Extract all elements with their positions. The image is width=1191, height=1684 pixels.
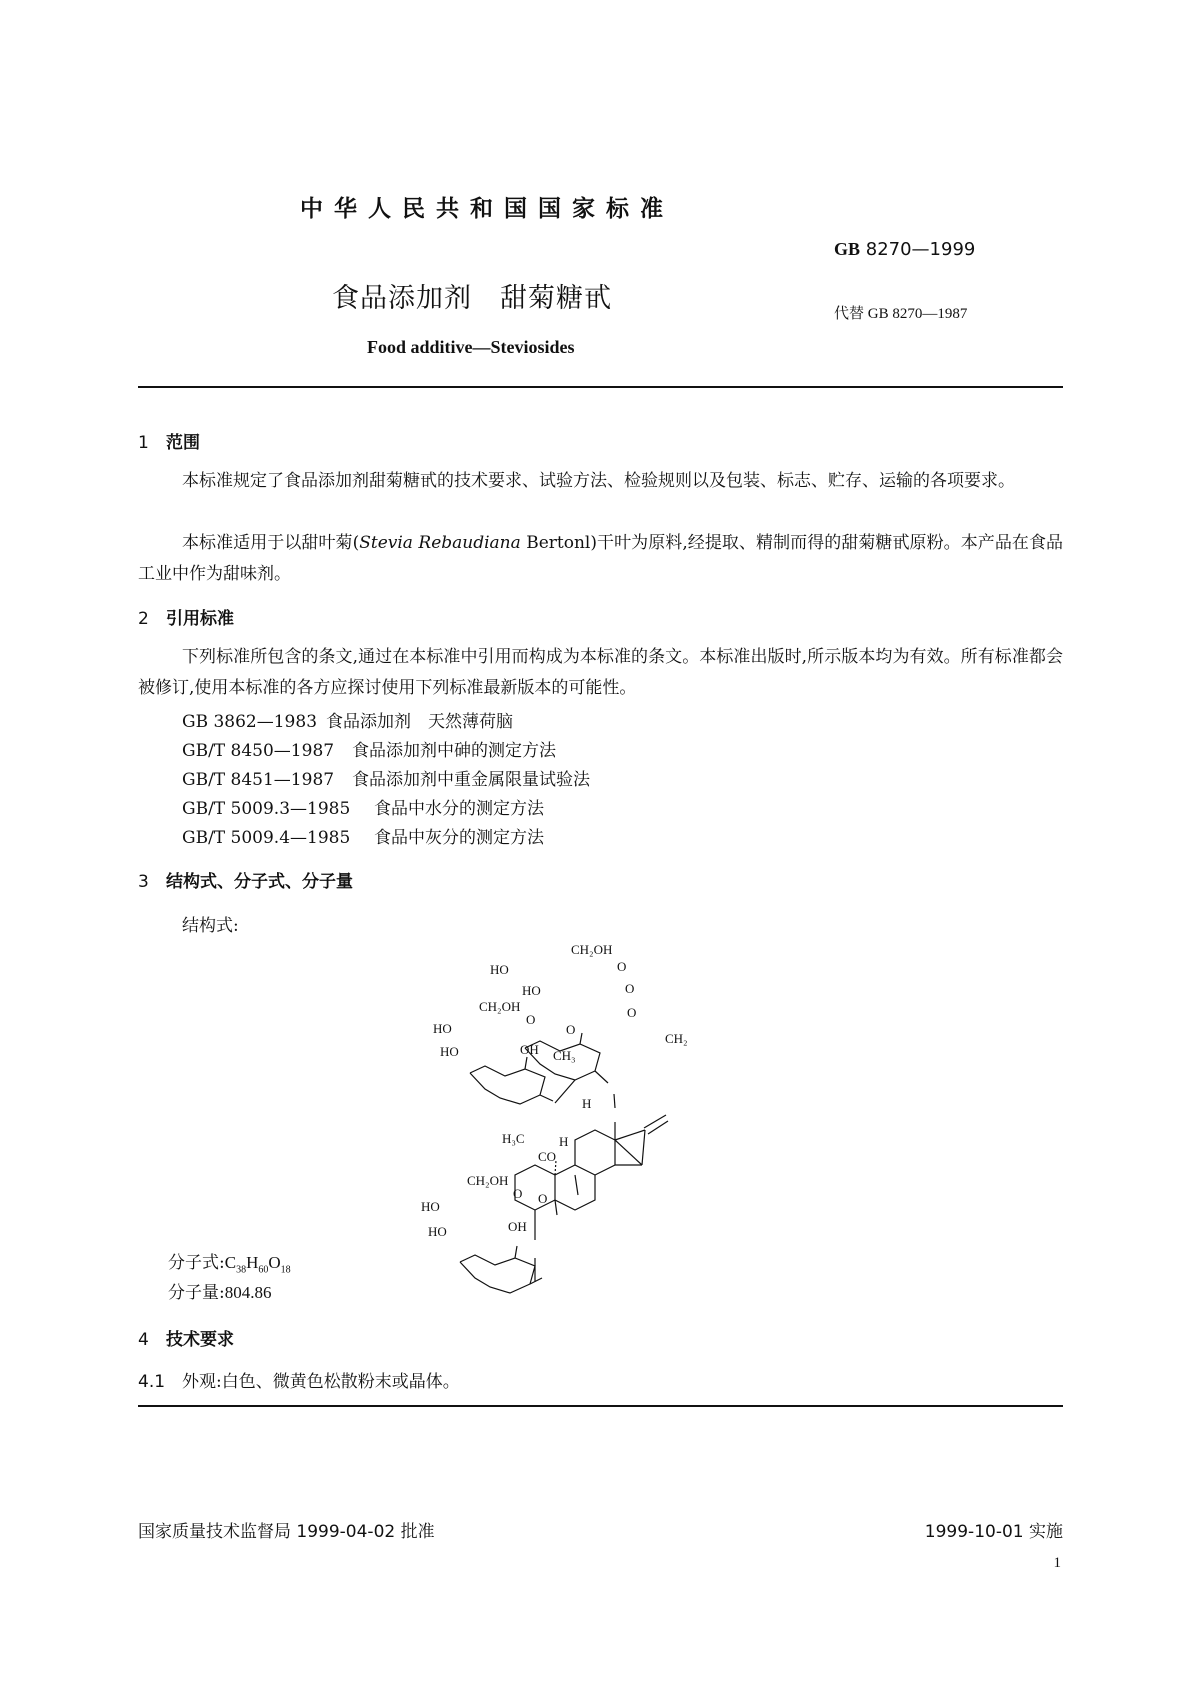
reference-code: GB/T 5009.4—1985 [182,828,351,848]
formula-h: H [246,1253,259,1272]
document-title: 食品添加剂 甜菊糖甙 [332,283,612,314]
weight-label: 分子量: [168,1283,225,1303]
formula-o-count: 18 [280,1264,291,1276]
label-ch2: CH₂ [665,1031,688,1046]
reference-code: GB/T 5009.3—1985 [182,799,351,819]
national-standard-heading: 中华人民共和国国家标准 [300,196,674,222]
section-2-paragraph-1: 下列标准所包含的条文,通过在本标准中引用而构成为本标准的条文。本标准出版时,所示版本均为有效。所有标准都会被修订,使用本标准的各方应探讨使用下列标准最新版本的可能性。 [138,647,1063,698]
p2-italic-species: Stevia Rebaudiana [359,533,521,553]
label-o: O [538,1191,548,1206]
replaces-standard: 代替 GB 8270—1987 [834,306,968,322]
label-ch2oh-bottom-ring: CH₂OH [467,1173,509,1188]
reference-item [182,707,513,732]
label-ch2oh-top-ring: CH₂OH [571,942,613,957]
reference-item [182,823,544,848]
section-2-heading [138,604,234,629]
section-1-heading [138,428,200,453]
label-o: O [566,1022,576,1037]
label-o: O [617,959,627,974]
label-h: H [582,1096,592,1111]
header-divider [138,386,1063,388]
gb-number: 8270—1999 [865,239,976,260]
label-o: O [625,981,635,996]
label-ho: HO [421,1199,440,1214]
label-o: O [513,1186,523,1201]
section-title: 结构式、分子式、分子量 [166,872,353,892]
reference-item [182,736,556,761]
formula-c: C [224,1253,237,1272]
reference-code: GB/T 8450—1987 [182,741,335,761]
structure-label: 结构式: [182,916,239,936]
section-number: 4 [138,1330,149,1350]
label-ho: HO [433,1021,452,1036]
label-h3c: H₃C [502,1131,525,1146]
label-o: O [627,1005,637,1020]
approval-issuer: 国家质量技术监督局 1999-04-02 批准 [138,1522,435,1542]
p2-after: Bertonl)干叶为原料,经提取、精制而得的甜菊糖甙原粉。本产品在食品工业中作为甜味剂。 [138,533,1064,584]
label-o: O [526,1012,536,1027]
reference-item [182,765,590,790]
reference-name: 食品添加剂中重金属限量试验法 [352,770,590,790]
standard-number [834,239,975,260]
section-3-heading [138,867,353,892]
gb-prefix: GB [834,239,861,259]
label-oh: OH [508,1219,527,1234]
effective-date: 1999-10-01 实施 [924,1522,1063,1542]
clause-text: 外观:白色、微黄色松散粉末或晶体。 [182,1372,460,1392]
section-4-heading [138,1325,234,1350]
reference-item [182,794,544,819]
label-co: CO [538,1149,557,1164]
section-number: 3 [138,872,149,892]
reference-code: GB/T 8451—1987 [182,770,335,790]
section-title: 范围 [166,433,200,453]
formula-c-count: 38 [236,1264,247,1276]
reference-name: 食品中灰分的测定方法 [374,828,544,848]
page-number: 1 [1053,1555,1061,1571]
section-1-paragraph-2 [138,528,1063,590]
section-title: 引用标准 [166,609,234,629]
section-number: 1 [138,433,149,453]
label-oh: OH [520,1042,539,1057]
footer-divider [138,1405,1063,1407]
structure-bonds [460,1033,668,1293]
reference-code: GB 3862—1983 [182,712,318,732]
label-ho: HO [440,1044,459,1059]
section-title: 技术要求 [166,1330,234,1350]
stevioside-structure-diagram [430,1000,760,1330]
label-ho: HO [522,983,541,998]
label-h: H [559,1134,569,1149]
section-number: 2 [138,609,149,629]
label-ho: HO [490,962,509,977]
molecular-formula [168,1248,291,1275]
formula-label: 分子式: [168,1253,225,1273]
reference-name: 食品添加剂 天然薄荷脑 [326,712,513,732]
molecular-weight [168,1278,271,1303]
p2-before: 本标准适用于以甜叶菊( [182,533,360,553]
label-ch2oh-middle-ring: CH₂OH [479,999,521,1014]
clause-4-1 [138,1367,460,1392]
formula-h-count: 60 [258,1264,269,1276]
label-ch3: CH₃ [553,1048,576,1063]
weight-value: 804.86 [224,1283,272,1302]
label-ho: HO [428,1224,447,1239]
reference-name: 食品添加剂中砷的测定方法 [352,741,556,761]
section-1-paragraph-1: 本标准规定了食品添加剂甜菊糖甙的技术要求、试验方法、检验规则以及包装、标志、贮存、运输的各项要求。 [182,471,1015,491]
clause-number: 4.1 [138,1372,166,1392]
english-title: Food additive—Steviosides [367,337,575,357]
reference-name: 食品中水分的测定方法 [374,799,544,819]
formula-o: O [268,1253,281,1272]
